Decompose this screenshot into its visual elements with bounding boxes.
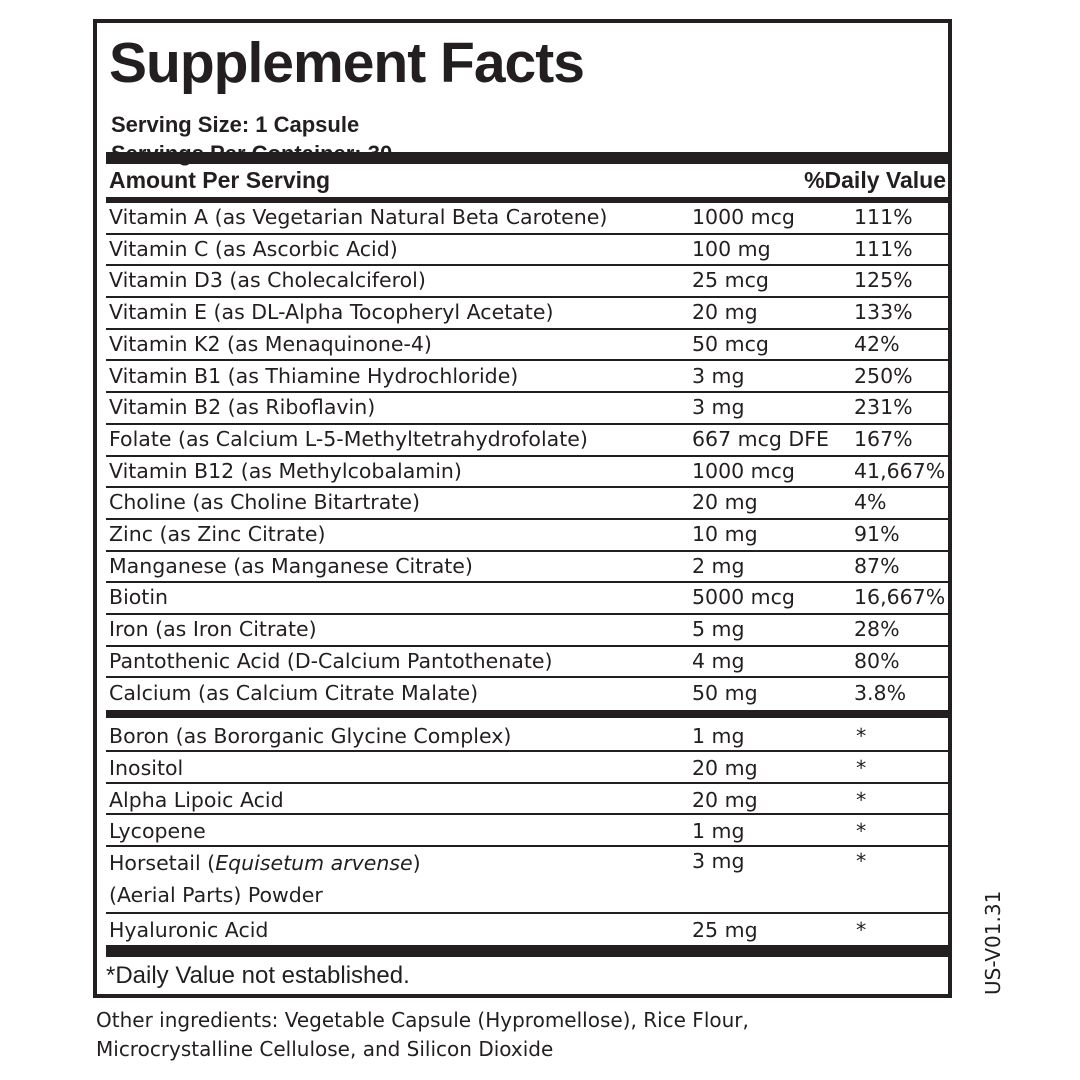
row-amount: 5 mg (692, 617, 745, 642)
row-amount: 25 mg (692, 918, 758, 942)
row-name: Zinc (as Zinc Citrate) (109, 522, 326, 546)
row-daily-value: 125% (854, 268, 913, 293)
other-ingredients-line2: Microcrystalline Cellulose, and Silicon Dioxide (96, 1037, 554, 1061)
table-row (106, 914, 948, 945)
row-name: Choline (as Choline Bitartrate) (109, 490, 420, 515)
row-name: Folate (as Calcium L-5-Methyltetrahydrofolate) (109, 426, 588, 451)
latin-name: Equisetum arvense (215, 851, 413, 875)
row-amount: 3 mg (692, 363, 745, 388)
row-name: Vitamin B12 (as Methylcobalamin) (109, 458, 462, 483)
table-row (106, 425, 948, 457)
row-amount: 1000 mcg (692, 458, 795, 483)
row-amount: 20 mg (692, 300, 758, 325)
daily-value-header: %Daily Value (804, 167, 946, 193)
row-daily-value: 111% (854, 236, 913, 261)
row-name: Calcium (as Calcium Citrate Malate) (109, 680, 479, 705)
row-daily-value: 16,667% (854, 585, 946, 610)
row-daily-value: 167% (854, 426, 913, 451)
table-row (106, 615, 948, 647)
table-row (106, 298, 948, 330)
row-name: Vitamin B1 (as Thiamine Hydrochloride) (109, 363, 519, 388)
row-daily-value: * (856, 787, 867, 812)
row-daily-value: 42% (854, 331, 900, 356)
row-name: Horsetail (Equisetum arvense) (109, 851, 421, 875)
row-daily-value: 133% (854, 300, 913, 325)
table-row (106, 847, 948, 914)
table-row (106, 203, 948, 235)
row-amount: 100 mg (692, 236, 771, 261)
thick-divider-middle (106, 710, 948, 718)
row-daily-value: 28% (854, 617, 900, 642)
row-daily-value: 4% (854, 490, 887, 515)
row-amount: 20 mg (692, 787, 758, 812)
table-row (106, 520, 948, 552)
row-daily-value: 111% (854, 205, 913, 229)
row-daily-value: 250% (854, 363, 913, 388)
amount-per-serving-header: Amount Per Serving (109, 167, 331, 193)
row-amount: 20 mg (692, 490, 758, 515)
table-row (106, 362, 948, 394)
row-name: Vitamin C (as Ascorbic Acid) (109, 236, 398, 261)
table-row (106, 815, 948, 847)
row-amount: 1 mg (692, 819, 745, 844)
thick-divider-bottom (106, 945, 948, 957)
table-row (106, 393, 948, 425)
thick-divider-top (106, 152, 948, 164)
table-row (106, 720, 948, 752)
row-name: Biotin (109, 585, 169, 610)
row-name: Manganese (as Manganese Citrate) (109, 553, 473, 578)
row-daily-value: * (856, 755, 867, 780)
other-ingredients-line1: Other ingredients: Vegetable Capsule (Hypromellose), Rice Flour, (96, 1008, 749, 1032)
table-row (106, 647, 948, 679)
row-name: Vitamin D3 (as Cholecalciferol) (109, 268, 426, 293)
row-amount: 50 mcg (692, 331, 769, 356)
supplement-facts-panel (93, 19, 952, 998)
row-name: Iron (as Iron Citrate) (109, 617, 317, 642)
row-name: Inositol (109, 755, 184, 780)
row-amount: 4 mg (692, 648, 745, 673)
row-daily-value: 231% (854, 395, 913, 420)
table-row (106, 784, 948, 816)
row-name: Vitamin K2 (as Menaquinone-4) (109, 331, 432, 356)
table-row (106, 552, 948, 584)
row-name: Pantothenic Acid (D-Calcium Pantothenate) (109, 648, 553, 673)
row-name: Boron (as Bororganic Glycine Complex) (109, 724, 512, 748)
row-name: Alpha Lipoic Acid (109, 787, 284, 812)
table-row (106, 457, 948, 489)
row-amount: 50 mg (692, 680, 758, 705)
table-row (106, 679, 948, 711)
row-name: Lycopene (109, 819, 206, 844)
row-name: Vitamin E (as DL-Alpha Tocopheryl Acetate) (109, 300, 554, 325)
row-amount: 2 mg (692, 553, 745, 578)
table-row (106, 266, 948, 298)
row-daily-value: * (856, 724, 867, 748)
row-name: Hyaluronic Acid (109, 918, 269, 942)
column-header (109, 165, 946, 195)
row-amount: 20 mg (692, 755, 758, 780)
row-daily-value: 87% (854, 553, 900, 578)
table-row (106, 752, 948, 784)
row-daily-value: 91% (854, 522, 900, 546)
serving-size: Serving Size: 1 Capsule (111, 112, 360, 137)
table-row (106, 488, 948, 520)
row-amount: 5000 mcg (692, 585, 795, 610)
row-name: Vitamin A (as Vegetarian Natural Beta Carotene) (109, 205, 608, 229)
row-name-line2: (Aerial Parts) Powder (109, 883, 323, 907)
row-amount: 10 mg (692, 522, 758, 546)
table-row (106, 235, 948, 267)
row-amount: 1000 mcg (692, 205, 795, 229)
row-amount: 3 mg (692, 849, 745, 873)
row-daily-value: 41,667% (854, 458, 946, 483)
row-daily-value: 3.8% (854, 680, 907, 705)
table-row (106, 583, 948, 615)
footnote: *Daily Value not established. (106, 962, 410, 989)
row-amount: 3 mg (692, 395, 745, 420)
table-row (106, 330, 948, 362)
row-amount: 1 mg (692, 724, 745, 748)
row-amount: 667 mcg DFE (692, 426, 829, 451)
version-code: US-V01.31 (981, 890, 1005, 995)
row-daily-value: 80% (854, 648, 900, 673)
row-daily-value: * (856, 849, 867, 873)
panel-title: Supplement Facts (109, 31, 584, 95)
row-amount: 25 mcg (692, 268, 769, 293)
row-daily-value: * (856, 819, 867, 844)
row-daily-value: * (856, 918, 867, 942)
row-name: Vitamin B2 (as Riboflavin) (109, 395, 376, 420)
